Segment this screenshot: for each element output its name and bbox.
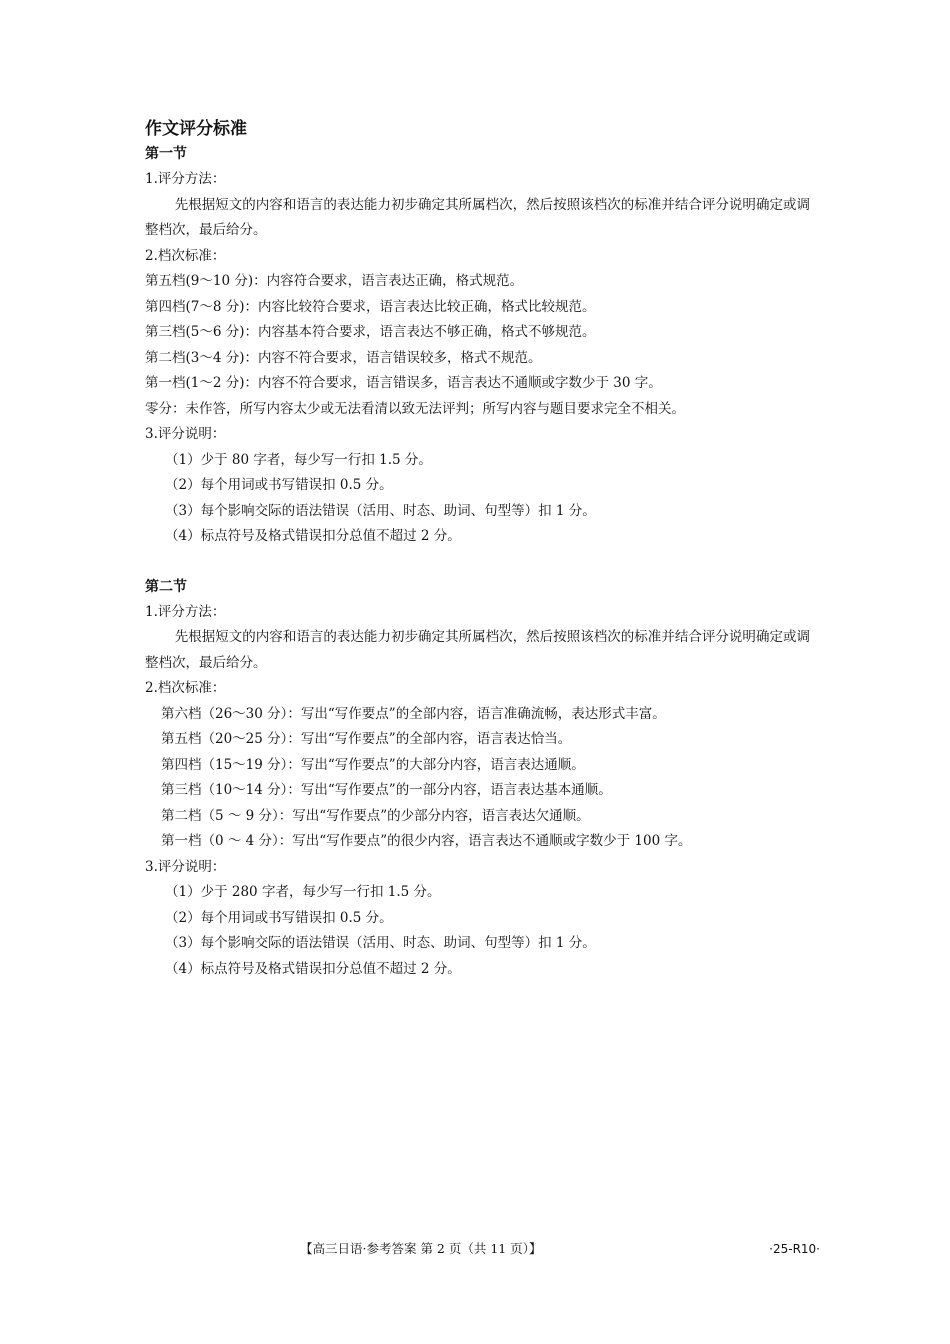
section-1-heading: 第一节 — [145, 146, 187, 162]
section-2-levels-label: 2.档次标准： — [145, 680, 226, 696]
page-footer — [300, 1240, 820, 1258]
section-2-note-4: （4）标点符号及格式错误扣分总值不超过 2 分。 — [165, 960, 461, 977]
section-1 — [145, 142, 810, 550]
section-2-level-4: 第四档（15～19 分）：写出“写作要点”的大部分内容，语言表达通顺。 — [161, 756, 585, 773]
document-title: 作文评分标准 — [145, 119, 247, 139]
section-2-note-1: （1）少于 280 字者，每少写一行扣 1.5 分。 — [165, 884, 441, 900]
section-1-level-4: 第四档(7～8 分)：内容比较符合要求，语言表达比较正确，格式比较规范。 — [145, 298, 596, 315]
document-page — [145, 116, 810, 982]
section-2-level-1: 第一档（0 ～ 4 分）：写出“写作要点”的很少内容，语言表达不通顺或字数少于 100 字。 — [161, 833, 692, 849]
section-spacer — [145, 550, 810, 575]
section-1-method-label: 1.评分方法： — [145, 171, 226, 187]
section-2-level-6: 第六档（26～30 分）：写出“写作要点”的全部内容，语言准确流畅，表达形式丰富。 — [161, 705, 666, 722]
section-1-notes-label: 3.评分说明： — [145, 426, 226, 442]
section-2-level-2: 第二档（5 ～ 9 分）：写出“写作要点”的少部分内容，语言表达欠通顺。 — [161, 807, 590, 824]
section-1-note-3: （3）每个影响交际的语法错误（活用、时态、助词、句型等）扣 1 分。 — [165, 502, 596, 519]
section-1-level-zero: 零分：未作答，所写内容太少或无法看清以致无法评判；所写内容与题目要求完全不相关。 — [145, 400, 685, 417]
section-1-note-4: （4）标点符号及格式错误扣分总值不超过 2 分。 — [165, 528, 461, 544]
section-1-method-text: 先根据短文的内容和语言的表达能力初步确定其所属档次，然后按照该档次的标准并结合评分说明确定或调整档次，最后给分。 — [145, 196, 810, 238]
section-1-level-2: 第二档(3～4 分)：内容不符合要求，语言错误较多，格式不规范。 — [145, 349, 542, 366]
section-1-level-1: 第一档(1～2 分)：内容不符合要求，语言错误多，语言表达不通顺或字数少于 30 字。 — [145, 375, 662, 391]
footer-code: ·25-R10· — [769, 1242, 820, 1256]
section-1-level-5: 第五档(9～10 分)：内容符合要求，语言表达正确，格式规范。 — [145, 273, 524, 289]
section-2-notes-label: 3.评分说明： — [145, 858, 226, 875]
section-2-note-3: （3）每个影响交际的语法错误（活用、时态、助词、句型等）扣 1 分。 — [165, 935, 596, 951]
section-1-note-2: （2）每个用词或书写错误扣 0.5 分。 — [165, 477, 393, 493]
footer-page-info: 【高三日语·参考答案 第 2 页（共 11 页）】 — [300, 1241, 542, 1256]
section-1-note-1: （1）少于 80 字者，每少写一行扣 1.5 分。 — [165, 451, 432, 468]
section-1-levels-label: 2.档次标准： — [145, 247, 226, 264]
section-1-level-3: 第三档(5～6 分)：内容基本符合要求，语言表达不够正确，格式不够规范。 — [145, 324, 596, 340]
section-2-level-3: 第三档（10～14 分）：写出“写作要点”的一部分内容，语言表达基本通顺。 — [161, 782, 612, 798]
section-2-method-label: 1.评分方法： — [145, 603, 226, 620]
section-2-level-5: 第五档（20～25 分）：写出“写作要点”的全部内容，语言表达恰当。 — [161, 731, 572, 747]
section-2 — [145, 575, 810, 983]
section-2-note-2: （2）每个用词或书写错误扣 0.5 分。 — [165, 909, 393, 926]
section-2-method-text: 先根据短文的内容和语言的表达能力初步确定其所属档次，然后按照该档次的标准并结合评分说明确定或调整档次，最后给分。 — [145, 629, 810, 671]
section-2-heading: 第二节 — [145, 578, 187, 595]
